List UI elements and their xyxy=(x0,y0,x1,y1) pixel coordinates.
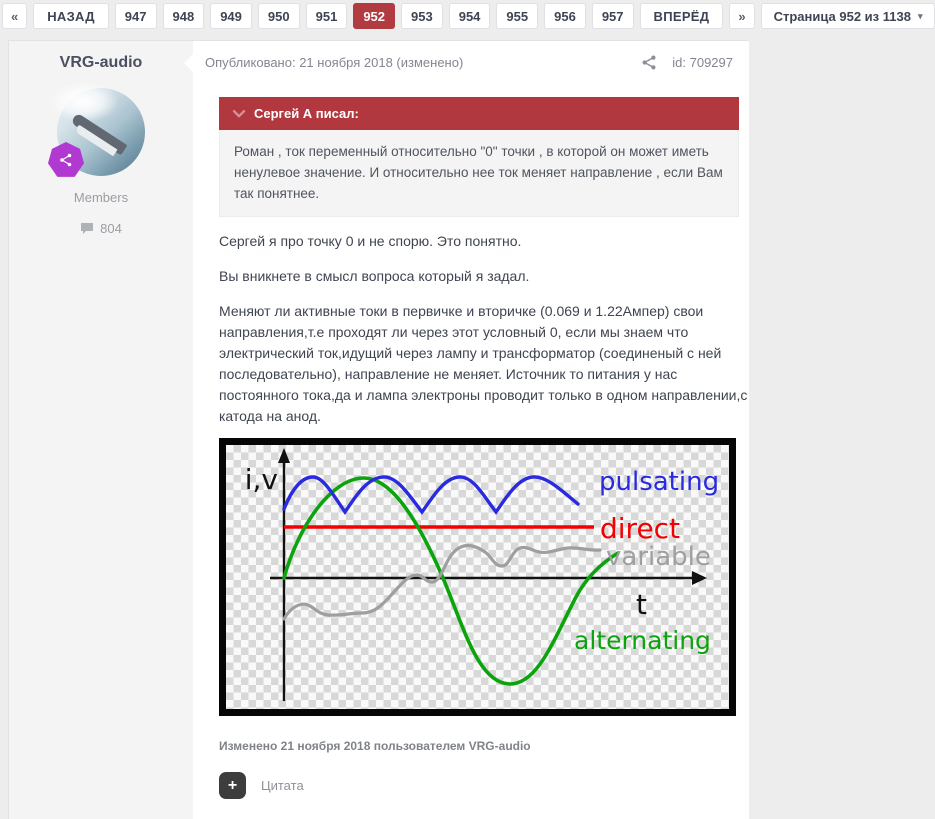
page-button-947[interactable]: 947 xyxy=(115,3,157,29)
page-button-955[interactable]: 955 xyxy=(496,3,538,29)
post-count xyxy=(9,221,193,236)
first-page-button[interactable]: « xyxy=(2,3,27,29)
page-button-957[interactable]: 957 xyxy=(592,3,634,29)
page-selector-dropdown[interactable] xyxy=(761,3,935,29)
multiquote-button[interactable] xyxy=(219,772,246,799)
quote-reply-button[interactable]: Цитата xyxy=(261,778,304,793)
author-username-link[interactable]: VRG-audio xyxy=(59,54,143,71)
author-pane xyxy=(9,41,193,819)
published-date: Опубликовано: 21 ноября 2018 (изменено) xyxy=(205,55,464,70)
plus-icon: + xyxy=(227,776,238,794)
variable-label: variable xyxy=(606,542,711,572)
last-page-button[interactable]: » xyxy=(729,3,754,29)
share-icon[interactable] xyxy=(642,55,656,70)
comment-bubble-icon xyxy=(80,222,94,235)
page-button-950[interactable]: 950 xyxy=(258,3,300,29)
page-button-953[interactable]: 953 xyxy=(401,3,443,29)
back-button[interactable]: НАЗАД xyxy=(33,3,109,29)
variable-curve xyxy=(284,546,600,619)
page-button-949[interactable]: 949 xyxy=(210,3,252,29)
post-paragraph: Сергей я про точку 0 и не спорю. Это понятно. xyxy=(219,233,522,249)
pulsating-label: pulsating xyxy=(599,467,720,497)
direct-label: direct xyxy=(600,512,681,545)
avatar-photo-detail xyxy=(49,82,119,122)
chevron-down-icon: ▾ xyxy=(917,10,923,21)
post-content xyxy=(193,41,749,819)
edited-note: Изменено 21 ноября 2018 пользователем VRG-audio xyxy=(219,739,531,753)
page-button-954[interactable]: 954 xyxy=(449,3,491,29)
alternating-curve xyxy=(284,478,618,684)
post-id[interactable]: id: 709297 xyxy=(672,55,733,70)
y-axis-label: i,v xyxy=(244,463,278,496)
post-card xyxy=(8,40,748,819)
forward-button[interactable]: ВПЕРЁД xyxy=(640,3,724,29)
share-nodes-icon xyxy=(58,152,74,168)
page-button-952-current[interactable]: 952 xyxy=(353,3,395,29)
post-meta-row xyxy=(193,55,739,70)
alternating-label: alternating xyxy=(574,626,711,655)
x-axis-arrow xyxy=(692,571,707,585)
pagination-bar xyxy=(0,0,923,30)
page-button-951[interactable]: 951 xyxy=(306,3,348,29)
post-count-value: 804 xyxy=(100,221,122,236)
y-axis-arrow xyxy=(278,448,290,463)
page-button-948[interactable]: 948 xyxy=(163,3,205,29)
post-paragraph: Вы вникнете в смысл вопроса который я задал. xyxy=(219,268,530,284)
quote-header[interactable] xyxy=(219,97,739,130)
member-group-label: Members xyxy=(73,190,129,205)
quote-body-text: Роман , ток переменный относительно "0" точки , в которой он может иметь ненулевое значение. И относительно нее ток меняет направление , если Вам так понятнее. xyxy=(219,130,739,217)
page-selector-label: Страница 952 из 1138 xyxy=(773,8,911,24)
page-button-956[interactable]: 956 xyxy=(544,3,586,29)
quote-author-label: Сергей А писал: xyxy=(254,106,359,121)
post-paragraph: Меняют ли активные токи в первичке и вторичке (0.069 и 1.22Ампер) свои направления,т.е проходят ли через этот условный 0, если мы знаем что электрический ток,идущий через лампу и трансформатор (соединеный с ней последовательно), направление не меняет. Источник то питания у нас постоянного тока,да и лампа электроны проводит только в одном направлении,с катода на анод. xyxy=(219,303,748,424)
x-axis-label: t xyxy=(636,588,647,621)
quote-block xyxy=(219,97,739,217)
current-types-diagram-image[interactable] xyxy=(219,438,736,716)
chevron-down-icon xyxy=(233,110,245,118)
post-footer xyxy=(219,772,739,799)
